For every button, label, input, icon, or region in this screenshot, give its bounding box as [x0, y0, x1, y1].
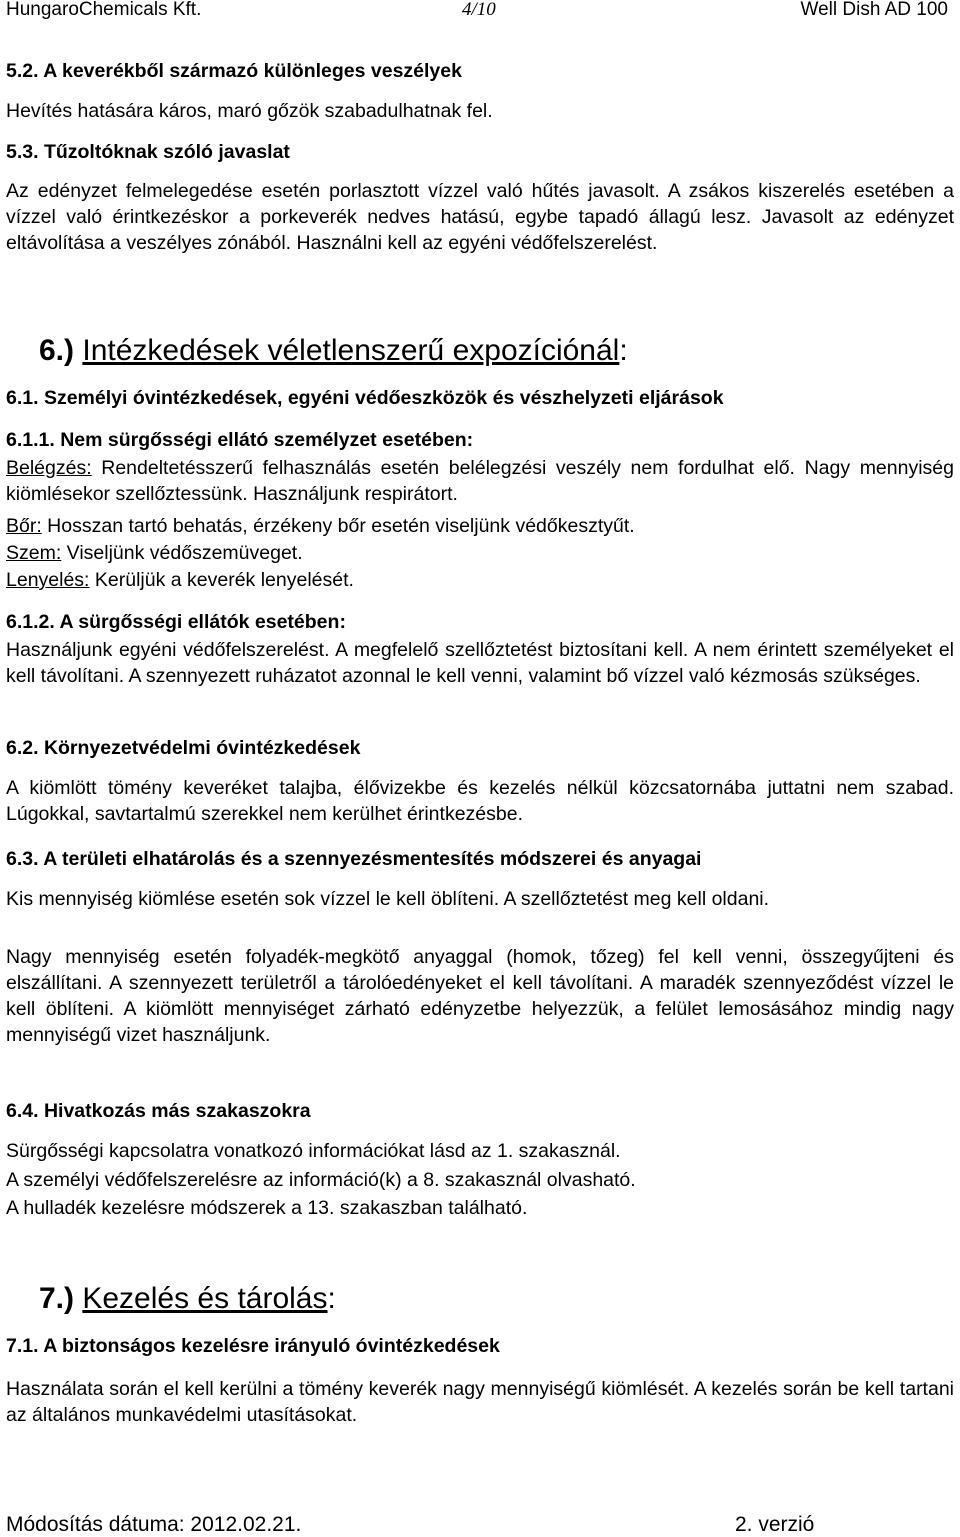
skin-label: Bőr: [6, 515, 42, 537]
section-6-heading [39, 334, 628, 368]
section-6-2-text: A kiömlött tömény keveréket talajba, élővizekbe és kezelés nélkül közcsatornába juttatni nem szabad. Lúgokkal, savtartalmú szerekkel nem kerülhet érintkezésbe. [6, 777, 954, 825]
breathing-paragraph [6, 455, 954, 507]
section-7-1-text: Használata során el kell kerülni a tömény keverék nagy mennyiségű kiömlését. A kezelés során be kell tartani az általános munkavédelmi utasításokat. [6, 1378, 954, 1426]
section-6-1-2-heading: 6.1.2. A sürgősségi ellátók esetében: [6, 611, 346, 633]
section-6-3-heading: 6.3. A területi elhatárolás és a szennyezésmentesítés módszerei és anyagai [6, 848, 702, 870]
section-6-4-line-2: A személyi védőfelszerelésre az információ(k) a 8. szakasznál olvasható. [6, 1169, 636, 1191]
skin-line [6, 514, 635, 539]
section-6-3-text-1: Kis mennyiség kiömlése esetén sok vízzel le kell öblíteni. A szellőztetést meg kell oldani. [6, 888, 770, 910]
eye-line [6, 541, 303, 566]
section-7-1-heading: 7.1. A biztonságos kezelésre irányuló óvintézkedések [6, 1335, 500, 1357]
section-6-2-heading: 6.2. Környezetvédelmi óvintézkedések [6, 737, 361, 759]
section-6-1-1-heading: 6.1.1. Nem sürgősségi ellátó személyzet esetében: [6, 429, 474, 451]
section-5-2-heading: 5.2. A keverékből származó különleges veszélyek [6, 60, 462, 82]
section-6-4-line-3: A hulladék kezelésre módszerek a 13. szakaszban található. [6, 1197, 528, 1219]
ingest-label: Lenyelés: [6, 569, 90, 591]
section-7-heading [39, 1282, 336, 1316]
eye-label: Szem: [6, 542, 62, 564]
section-6-colon: : [619, 334, 628, 367]
skin-text: Hosszan tartó behatás, érzékeny bőr esetén viseljünk védőkesztyűt. [41, 515, 635, 537]
section-6-1-2-text: Használjunk egyéni védőfelszerelést. A megfelelő szellőztetést biztosítani kell. A nem érintett személyeket el kell távolítani. A szennyezett ruházatot azonnal le kell venni, valamint bő vízzel való kézmosás szükséges. [6, 639, 954, 687]
section-6-number: 6.) [39, 334, 75, 367]
section-7-number: 7.) [39, 1282, 75, 1315]
header-company: HungaroChemicals Kft. [6, 0, 202, 20]
section-5-2-text: Hevítés hatására káros, maró gőzök szabadulhatnak fel. [6, 100, 493, 122]
header-page-number: 4/10 [462, 0, 496, 20]
section-6-1-heading: 6.1. Személyi óvintézkedések, egyéni védőeszközök és vészhelyzeti eljárások [6, 387, 724, 409]
section-5-3-text: Az edényzet felmelegedése esetén porlasztott vízzel való hűtés javasolt. A zsákos kiszerelés esetében a vízzel való érintkezéskor a porkeverék nedves hatású, egybe tapadó állagú lesz. Javasolt az edényzet eltávolítása a veszélyes zónából. Használni kell az egyéni védőfelszerelést. [6, 180, 954, 254]
section-6-3-text-2: Nagy mennyiség esetén folyadék-megkötő anyaggal (homok, tőzeg) fel kell venni, összegyűjteni és elszállítani. A szennyezett területről a tárolóedényeket el kell távolítani. A maradék szennyeződést vízzel le kell öblíteni. A kiömlött mennyiséget zárható edényzetbe helyezzük, a felület lemosásához mindig nagy mennyiségű vizet használjunk. [6, 946, 954, 1046]
ingest-line [6, 568, 354, 593]
breathing-text: Rendeltetésszerű felhasználás esetén belélegzési veszély nem fordulhat elő. Nagy mennyiség kiömlésekor szellőztessünk. Használjunk respirátort. [6, 457, 954, 505]
section-7-title: Kezelés és tárolás [82, 1282, 328, 1315]
eye-text: Viseljünk védőszemüveget. [61, 542, 303, 564]
section-6-title: Intézkedések véletlenszerű expozíciónál [82, 334, 620, 367]
section-6-4-heading: 6.4. Hivatkozás más szakaszokra [6, 1100, 311, 1122]
breathing-label: Belégzés: [6, 457, 92, 479]
footer-version: 2. verzió [735, 1513, 815, 1536]
section-7-colon: : [327, 1282, 336, 1315]
section-6-4-line-1: Sürgősségi kapcsolatra vonatkozó információkat lásd az 1. szakasznál. [6, 1140, 621, 1162]
header-product: Well Dish AD 100 [800, 0, 948, 20]
section-5-3-heading: 5.3. Tűzoltóknak szóló javaslat [6, 141, 290, 163]
footer-date: Módosítás dátuma: 2012.02.21. [6, 1513, 302, 1536]
ingest-text: Kerüljük a keverék lenyelését. [89, 569, 354, 591]
